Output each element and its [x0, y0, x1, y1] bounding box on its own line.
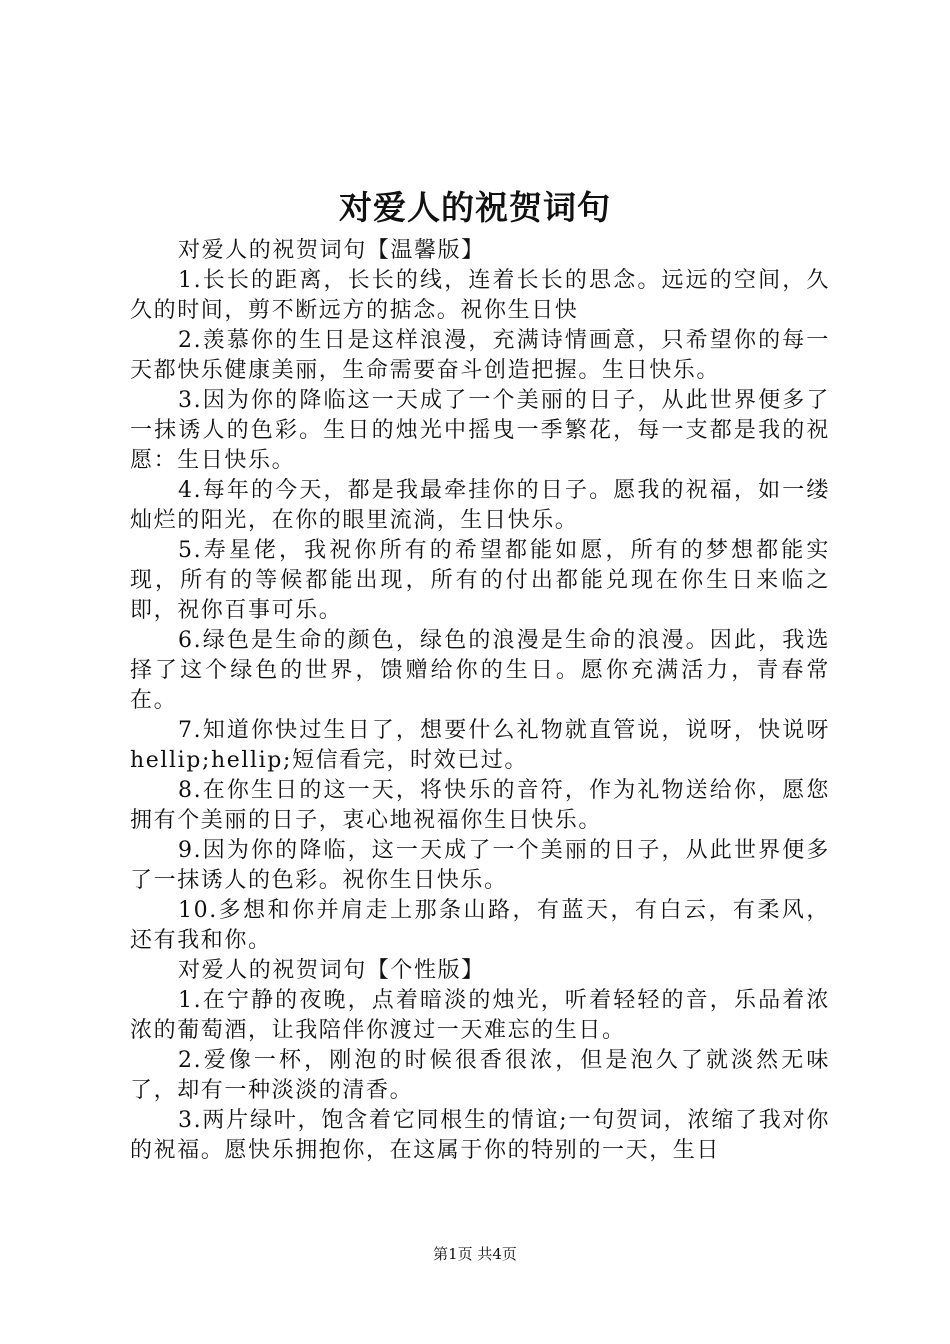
paragraph: 3.因为你的降临这一天成了一个美丽的日子，从此世界便多了一抹诱人的色彩。生日的烛光中摇曳一季繁花，每一支都是我的祝愿：生日快乐。: [130, 388, 830, 473]
paragraph: 10.多想和你并肩走上那条山路，有蓝天，有白云，有柔风，还有我和你。: [130, 898, 830, 953]
section-heading-warm: 对爱人的祝贺词句【温馨版】: [178, 238, 485, 263]
paragraph: 6.绿色是生命的颜色，绿色的浪漫是生命的浪漫。因此，我选择了这个绿色的世界，馈赠给你的生日。愿你充满活力，青春常在。: [130, 628, 830, 713]
page-footer: 第1页 共4页: [433, 1245, 517, 1263]
document-title: 对爱人的祝贺词句: [339, 188, 611, 227]
paragraph: 1.在宁静的夜晚，点着暗淡的烛光，听着轻轻的音，乐品着浓浓的葡萄酒，让我陪伴你渡过一天难忘的生日。: [130, 988, 830, 1043]
paragraph: 8.在你生日的这一天，将快乐的音符，作为礼物送给你，愿您拥有个美丽的日子，衷心地祝福你生日快乐。: [130, 778, 830, 833]
section-heading-personal: 对爱人的祝贺词句【个性版】: [178, 958, 485, 983]
paragraph: 9.因为你的降临，这一天成了一个美丽的日子，从此世界便多了一抹诱人的色彩。祝你生日快乐。: [130, 838, 830, 893]
paragraph: 2.羡慕你的生日是这样浪漫，充满诗情画意，只希望你的每一天都快乐健康美丽，生命需要奋斗创造把握。生日快乐。: [130, 328, 830, 383]
paragraph: 1.长长的距离，长长的线，连着长长的思念。远远的空间，久久的时间，剪不断远方的掂念。祝你生日快: [130, 268, 830, 323]
paragraph: 7.知道你快过生日了，想要什么礼物就直管说，说呀，快说呀hellip;hellip;短信看完，时效已过。: [130, 718, 830, 773]
document-body: [130, 236, 830, 1166]
paragraph: 2.爱像一杯，刚泡的时候很香很浓，但是泡久了就淡然无味了，却有一种淡淡的清香。: [130, 1048, 830, 1103]
paragraph: 3.两片绿叶，饱含着它同根生的情谊;一句贺词，浓缩了我对你的祝福。愿快乐拥抱你，在这属于你的特别的一天，生日: [130, 1108, 830, 1163]
paragraph: 4.每年的今天，都是我最牵挂你的日子。愿我的祝福，如一缕灿烂的阳光，在你的眼里流淌，生日快乐。: [130, 478, 830, 533]
paragraph: 5.寿星佬，我祝你所有的希望都能如愿，所有的梦想都能实现，所有的等候都能出现，所有的付出都能兑现在你生日来临之即，祝你百事可乐。: [130, 538, 830, 623]
